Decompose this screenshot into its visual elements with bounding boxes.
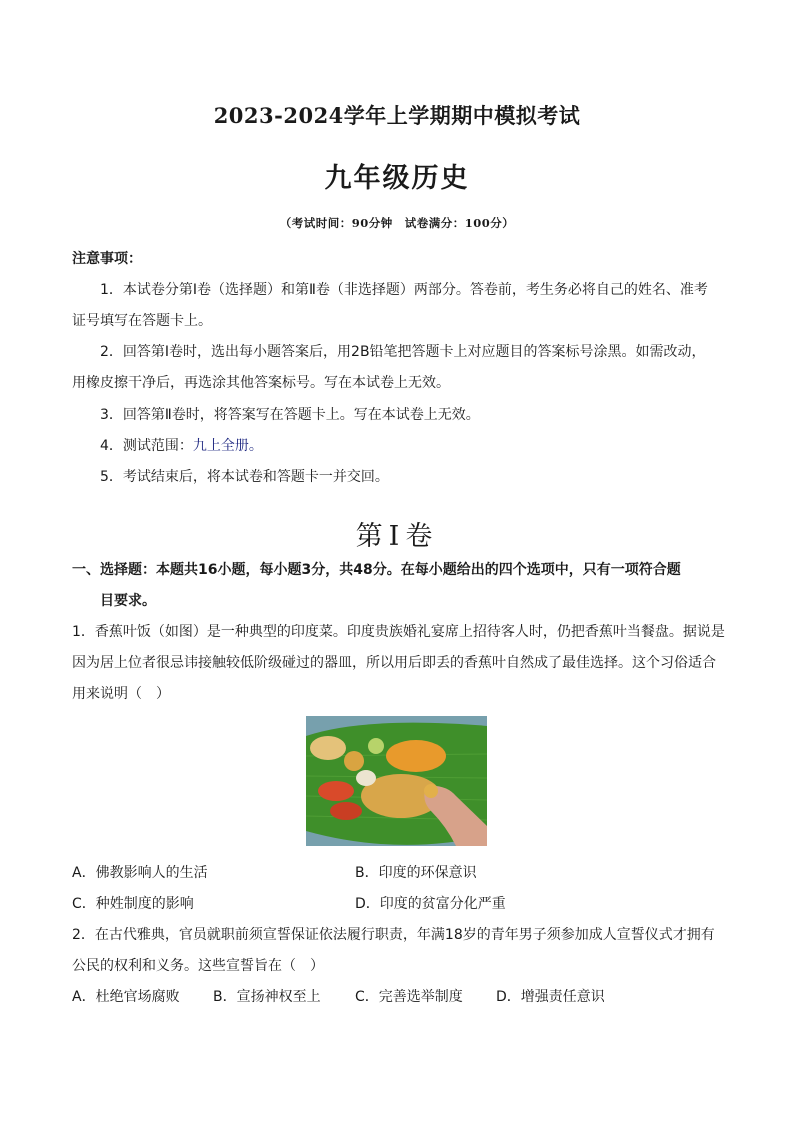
- note-line: 2．回答第Ⅰ卷时，选出每小题答案后，用2B铅笔把答题卡上对应题目的答案标号涂黑。如需改动，: [100, 344, 706, 360]
- notes-heading: 注意事项：: [72, 251, 142, 267]
- note-line: 5．考试结束后，将本试卷和答题卡一并交回。: [100, 469, 389, 485]
- question-2-line: 公民的权利和义务。这些宣誓旨在（ ）: [72, 958, 324, 974]
- note-line-scope: [100, 435, 263, 455]
- q2-option-b: B．宣扬神权至上: [213, 989, 321, 1005]
- note-line: 用橡皮擦干净后，再选涂其他答案标号。写在本试卷上无效。: [72, 375, 450, 391]
- q1-option-d: D．印度的贫富分化严重: [355, 896, 506, 912]
- q1-option-a: A．佛教影响人的生活: [72, 865, 208, 881]
- note-line: 1．本试卷分第Ⅰ卷（选择题）和第Ⅱ卷（非选择题）两部分。答卷前，考生务必将自己的姓名、准考: [100, 282, 708, 298]
- scope-value: 九上全册。: [192, 438, 263, 454]
- banana-leaf-meal-image: [306, 716, 487, 846]
- exam-title: 2023-2024学年上学期期中模拟考试: [213, 103, 581, 128]
- note-line: 证号填写在答题卡上。: [72, 313, 212, 329]
- part-heading: 第Ⅰ卷: [355, 521, 439, 552]
- note-line: 3．回答第Ⅱ卷时，将答案写在答题卡上。写在本试卷上无效。: [100, 407, 480, 423]
- subject-title: 九年级历史: [324, 163, 470, 194]
- q2-option-a: A．杜绝官场腐败: [72, 989, 180, 1005]
- section-instructions: 一、选择题：本题共16小题，每小题3分，共48分。在每小题给出的四个选项中，只有一项符合题: [72, 562, 681, 578]
- q2-option-c: C．完善选举制度: [355, 989, 463, 1005]
- q1-option-c: C．种姓制度的影响: [72, 896, 194, 912]
- question-1-line: 1．香蕉叶饭（如图）是一种典型的印度菜。印度贵族婚礼宴席上招待客人时，仍把香蕉叶当餐盘。据说是: [72, 624, 725, 640]
- section-instructions-cont: 目要求。: [100, 593, 156, 609]
- q2-option-d: D．增强责任意识: [496, 989, 605, 1005]
- question-1-line: 用来说明（ ）: [72, 686, 170, 702]
- question-2-line: 2．在古代雅典，官员就职前须宣誓保证依法履行职责，年满18岁的青年男子须参加成人宣誓仪式才拥有: [72, 927, 715, 943]
- question-1-line: 因为居上位者很忌讳接触较低阶级碰过的器皿，所以用后即丢的香蕉叶自然成了最佳选择。这个习俗适合: [72, 655, 716, 671]
- exam-info: （考试时间：90分钟 试卷满分：100分）: [279, 216, 515, 230]
- scope-label: 4．测试范围：: [100, 438, 193, 454]
- q1-option-b: B．印度的环保意识: [355, 865, 477, 881]
